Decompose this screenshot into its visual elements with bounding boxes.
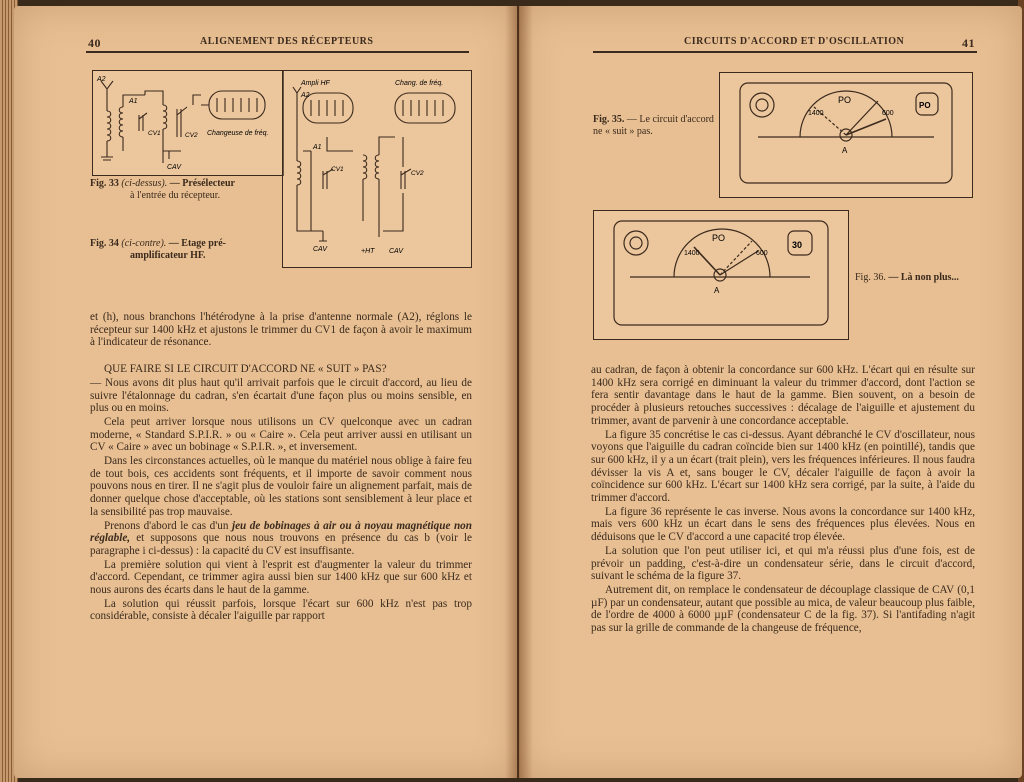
fig35-band-label: PO (838, 95, 852, 105)
fig33-label-cav: CAV (167, 164, 182, 171)
right-paragraph-1: au cadran, de façon à obtenir la concordance sur 600 kHz. L'écart qui en résulte sur 1400 kHz sera corrigé en diminuant la valeur du trimmer d'accord, dont l'action se fera sentir davantage dans le haut de la gamme. Bien souvent, on a besoin de procéder à plusieurs retouches successives : décalage de l'aiguille et ajustement du trimmer, avant de parvenir à une concordance acceptable. (591, 364, 975, 427)
fig36-scale-high: 600 (756, 250, 768, 257)
fig34-label-cv2: CV2 (411, 170, 424, 177)
para5-start: Prenons d'abord le cas d'un (104, 519, 229, 532)
figure-33-drawing (93, 71, 283, 175)
fig36-badge: 30 (792, 240, 803, 250)
left-page-number: 40 (88, 36, 101, 50)
left-page-body (90, 311, 472, 624)
right-paragraph-2: La figure 35 concrétise le cas ci-dessus. Ayant débranché le CV d'oscillateur, nous voyons que l'aiguille du cadran coïncide bien sur 1400 kHz (en pointillé), tandis que sur 600 kHz, il y a un écart (trait plein), vers les fréquences inférieures. Il nous faudra dévisser la vis A et, sans bouger le CV, décaler l'aiguille de façon à avoir la coïncidence sur 600 kHz. L'écart sur 1400 kHz sera corrigé, par la suite, à l'aide du trimmer d'accord. (591, 428, 975, 505)
fig33-caption-ref: (ci-dessus). (121, 178, 168, 189)
fig35-marker-a: A (842, 146, 848, 155)
section-heading: QUE FAIRE SI LE CIRCUIT D'ACCORD NE « SUIT » PAS? (104, 363, 387, 376)
fig34-label-a1: A1 (313, 144, 322, 151)
right-paragraph-5: Autrement dit, on remplace le condensateur de découplage classique de CAV (0,1 µF) par un condensateur, autant que possible au mica, de valeur beaucoup plus faible, de l'ordre de 4000 à 6000 µµF (condensateur C de la fig. 37). Si l'antifading n'agit pas sur la grille de commande de la changeuse de fréquence, (591, 583, 975, 635)
right-page-body (591, 364, 975, 636)
fig33-label-a1: A1 (129, 98, 138, 105)
fig33-label-cv1: CV1 (148, 130, 161, 137)
right-paragraph-4: La solution que l'on peut utiliser ici, et qui m'a réussi plus d'une fois, est de prévoir un padding, c'est-à-dire un condensateur série, dans le circuit d'accord, suivant le schéma de la figure 37. (591, 544, 975, 583)
figure-36-caption (855, 272, 995, 284)
left-paragraph-2: — Nous avons dit plus haut qu'il arrivait parfois que le circuit d'accord, au lieu de suivre l'étalonnage du cadran, s'en écartait d'une façon plus ou moins sensible, en plus ou en moins. (90, 376, 472, 415)
left-paragraph-4: Dans les circonstances actuelles, où le manque du matériel nous oblige à faire feu de tout bois, ces accidents sont fréquents, et il importe de savoir comment nous pouvons nous en tirer. Il ne s'agit plus de vouloir faire un alignement parfait, mais de donner quelque chose d'acceptable, où les stations sont sensiblement à leur place et la sensibilité pas trop mauvaise. (90, 455, 472, 518)
figure-34-drawing (283, 71, 471, 267)
figure-33-caption (90, 178, 280, 202)
left-paragraph-7: La solution qui réussit parfois, lorsque l'écart sur 600 kHz n'est pas trop considérable, consiste à décaler l'aiguille par rapport (90, 597, 472, 623)
fig35-caption-text: — Le circuit d'accord ne « suit » pas. (593, 114, 714, 137)
figure-35-dial (719, 72, 973, 198)
fig34-label-chang: Chang. de fréq. (395, 80, 444, 87)
right-header-rule (593, 51, 977, 53)
left-paragraph-5 (90, 520, 472, 558)
fig34-caption-ref: (ci-contre). (121, 238, 167, 249)
figure-35-caption (593, 114, 717, 138)
left-page (14, 6, 517, 778)
fig36-marker-a: A (714, 286, 720, 295)
fig34-caption-title: — Etage pré- (168, 238, 226, 249)
fig33-caption-num: Fig. 33 (90, 178, 119, 189)
fig33-label-a2: A2 (97, 76, 106, 83)
right-page-header: CIRCUITS D'ACCORD ET D'OSCILLATION (684, 36, 905, 47)
left-paragraph-6: La première solution qui vient à l'esprit est d'augmenter la valeur du trimmer d'accord. Cependant, ce trimmer agira aussi bien sur 1400 kHz que sur 600 kHz et nous aurons des écarts dans le haut de la gamme. (90, 558, 472, 597)
para5-emphasis: jeu de bobinages à air ou à noyau magnétique non réglable, (90, 519, 473, 545)
figure-35-drawing (720, 73, 972, 197)
left-page-header: ALIGNEMENT DES RÉCEPTEURS (200, 36, 374, 47)
fig34-label-cav2: CAV (389, 248, 404, 255)
fig35-badge: PO (919, 101, 931, 110)
right-page (519, 6, 1022, 778)
fig34-label-ampli: Ampli HF (301, 80, 330, 87)
figure-34-schematic (282, 70, 472, 268)
right-paragraph-3: La figure 36 représente le cas inverse. Nous avons la concordance sur 1400 kHz, mais vers 600 kHz un écart dans le sens des fréquences plus élevées. Nous en déduisons que le CV d'accord a une capacité trop élevée. (591, 505, 975, 544)
left-paragraph-3: Cela peut arriver lorsque nous utilisons un CV quelconque avec un cadran moderne, « Standard S.P.I.R. » ou « Caire ». Cela peut arriver aussi en utilisant un CV « Caire » avec un bobinage « S.P.I.R. », et inversement. (90, 415, 472, 454)
fig36-band-label: PO (712, 233, 726, 243)
fig36-caption-text: — Là non plus... (888, 272, 959, 283)
para5-end: et supposons que nous nous trouvons en présence du cas b (voir le paragraphe i ci-dessus) : la capacité du CV est insuffisante. (90, 532, 473, 557)
fig34-caption-line2: amplificateur HF. (130, 250, 206, 261)
fig34-caption-num: Fig. 34 (90, 238, 119, 249)
fig34-label-cv1: CV1 (331, 166, 344, 173)
fig33-caption-line2: à l'entrée du récepteur. (130, 190, 221, 201)
right-page-number: 41 (962, 36, 975, 50)
left-header-rule (86, 51, 469, 53)
figure-36-drawing (594, 211, 848, 339)
figure-33-schematic (92, 70, 284, 176)
figure-36-dial (593, 210, 849, 340)
fig34-label-cav1: CAV (313, 246, 328, 253)
fig33-label-changeuse: Changeuse de fréq. (207, 130, 269, 137)
fig34-label-a2: A2 (301, 92, 310, 99)
fig35-scale-high: 600 (882, 110, 894, 117)
fig34-label-ht: +HT (361, 248, 375, 255)
fig33-label-cv2: CV2 (185, 132, 198, 139)
fig36-scale-low: 1400 (684, 250, 700, 257)
fig35-scale-low: 1400 (808, 110, 824, 117)
fig36-caption-num: Fig. 36. (855, 272, 886, 283)
left-paragraph-1: et (h), nous branchons l'hétérodyne à la prise d'antenne normale (A2), réglons le récepteur sur 1400 kHz et ajustons le trimmer du CV1 de façon à avoir le maximum à l'indicateur de résonance. (90, 311, 472, 349)
book-gutter (505, 6, 533, 778)
fig35-caption-num: Fig. 35. (593, 114, 625, 125)
figure-34-caption (90, 238, 280, 262)
fig33-caption-title: — Présélecteur (169, 178, 235, 189)
